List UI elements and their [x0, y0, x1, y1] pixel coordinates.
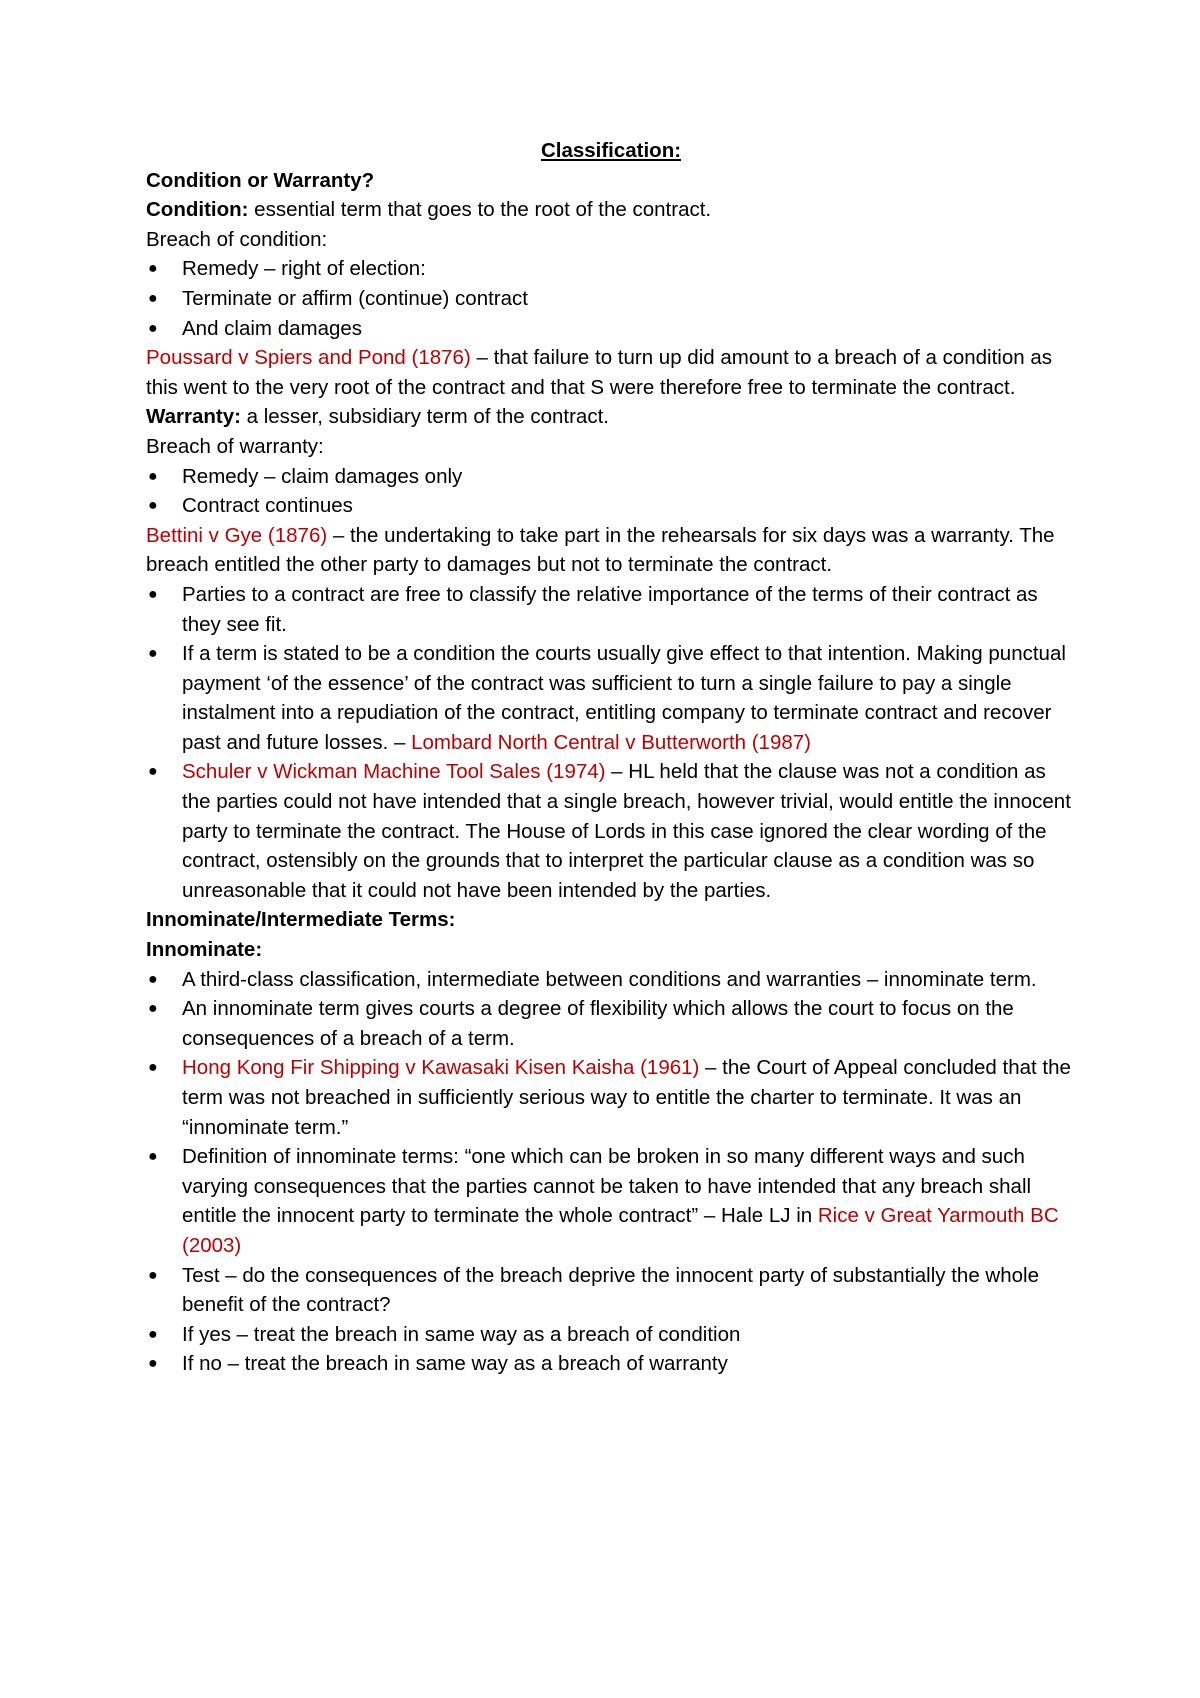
- bullet-icon: ●: [148, 260, 158, 278]
- list-item: ● If a term is stated to be a condition the courts usually give effect to that intention. Making punctual payment ‘of the essence’ of the contract was sufficient to turn a single failure to pay a single instalment into a repudiation of the contract, entitling company to terminate contract and recover past and future losses. – Lombard North Central v Butterworth (1987): [146, 639, 1076, 757]
- page-title: Classification:: [540, 139, 682, 162]
- breach-of-warranty-list: [146, 462, 1076, 521]
- list-item: ● Test – do the consequences of the breach deprive the innocent party of substantially the whole benefit of the contract?: [146, 1261, 1076, 1320]
- condition-label: Condition:: [146, 198, 249, 222]
- condition-definition: [146, 195, 1076, 225]
- list-item: ● Remedy – claim damages only: [146, 462, 1076, 492]
- case-name-bettini: Bettini v Gye (1876): [146, 523, 328, 547]
- case-name-hong-kong-fir: Hong Kong Fir Shipping v Kawasaki Kisen Kaisha (1961): [182, 1056, 700, 1080]
- breach-of-condition-label: Breach of condition:: [146, 227, 328, 251]
- case-name-schuler: Schuler v Wickman Machine Tool Sales (1974): [182, 760, 606, 784]
- list-item: ● An innominate term gives courts a degree of flexibility which allows the court to focus on the consequences of a breach of a term.: [146, 994, 1076, 1053]
- breach-of-warranty-label: Breach of warranty:: [146, 434, 324, 458]
- bullet-icon: ●: [148, 1325, 158, 1343]
- innominate-list: [146, 965, 1076, 1379]
- list-item: ● Parties to a contract are free to classify the relative importance of the terms of their contract as they see fit.: [146, 580, 1076, 639]
- poussard-paragraph: Poussard v Spiers and Pond (1876) – that failure to turn up did amount to a breach of a condition as this went to the very root of the contract and that S were therefore free to terminate the contract.: [146, 346, 1052, 399]
- bullet-icon: ●: [148, 289, 158, 307]
- list-item: ● Remedy – right of election:: [146, 254, 1076, 284]
- section-heading-condition-or-warranty: Condition or Warranty?: [146, 168, 375, 192]
- section-heading-innominate-intermediate: Innominate/Intermediate Terms:: [146, 908, 456, 932]
- classification-points-list: [146, 580, 1076, 906]
- bullet-icon: ●: [148, 585, 158, 603]
- list-item: ● If no – treat the breach in same way as a breach of warranty: [146, 1349, 1076, 1379]
- bullet-icon: ●: [148, 645, 158, 663]
- bullet-icon: ●: [148, 1000, 158, 1018]
- list-item: ● Schuler v Wickman Machine Tool Sales (1974) – HL held that the clause was not a condition as the parties could not have intended that a single breach, however trivial, would entitle the innocent party to terminate the contract. The House of Lords in this case ignored the clear wording of the contract, ostensibly on the grounds that to interpret the particular clause as a condition was so unreasonable that it could not have been intended by the parties.: [146, 757, 1076, 905]
- warranty-def-text: a lesser, subsidiary term of the contract.: [240, 405, 609, 429]
- warranty-label: Warranty:: [146, 405, 241, 429]
- subheading-innominate: Innominate:: [146, 938, 263, 962]
- bullet-icon: ●: [148, 1148, 158, 1166]
- breach-of-condition-list: [146, 254, 1076, 343]
- bullet-icon: ●: [148, 763, 158, 781]
- list-item: ● Hong Kong Fir Shipping v Kawasaki Kisen Kaisha (1961) – the Court of Appeal concluded that the term was not breached in sufficiently serious way to entitle the charter to terminate. It was an “innominate term.”: [146, 1053, 1076, 1142]
- list-item: ● A third-class classification, intermediate between conditions and warranties – innominate term.: [146, 965, 1076, 995]
- bullet-icon: ●: [148, 1355, 158, 1373]
- case-name-poussard: Poussard v Spiers and Pond (1876): [146, 346, 471, 370]
- bullet-icon: ●: [148, 467, 158, 485]
- warranty-definition: [146, 402, 1076, 432]
- case-name-rice: Rice v Great Yarmouth BC (2003): [182, 1204, 1059, 1257]
- list-item: ● Terminate or affirm (continue) contract: [146, 284, 1076, 314]
- document-page: [146, 136, 1076, 1379]
- bullet-icon: ●: [148, 1266, 158, 1284]
- bettini-paragraph: Bettini v Gye (1876) – the undertaking to take part in the rehearsals for six days was a warranty. The breach entitled the other party to damages but not to terminate the contract.: [146, 523, 1055, 577]
- list-item: ● If yes – treat the breach in same way as a breach of condition: [146, 1320, 1076, 1350]
- list-item: ● Contract continues: [146, 491, 1076, 521]
- list-item: ● Definition of innominate terms: “one which can be broken in so many different ways and such varying consequences that the parties cannot be taken to have intended that any breach shall entitle the innocent party to terminate the whole contract” – Hale LJ in Rice v Great Yarmouth BC (2003): [146, 1142, 1076, 1260]
- bullet-icon: ●: [148, 1059, 158, 1077]
- bullet-icon: ●: [148, 970, 158, 988]
- condition-def-text: essential term that goes to the root of the contract.: [248, 198, 712, 222]
- bullet-icon: ●: [148, 319, 158, 337]
- list-item: ● And claim damages: [146, 314, 1076, 344]
- case-name-lombard: Lombard North Central v Butterworth (1987): [411, 730, 811, 754]
- bullet-icon: ●: [148, 497, 158, 515]
